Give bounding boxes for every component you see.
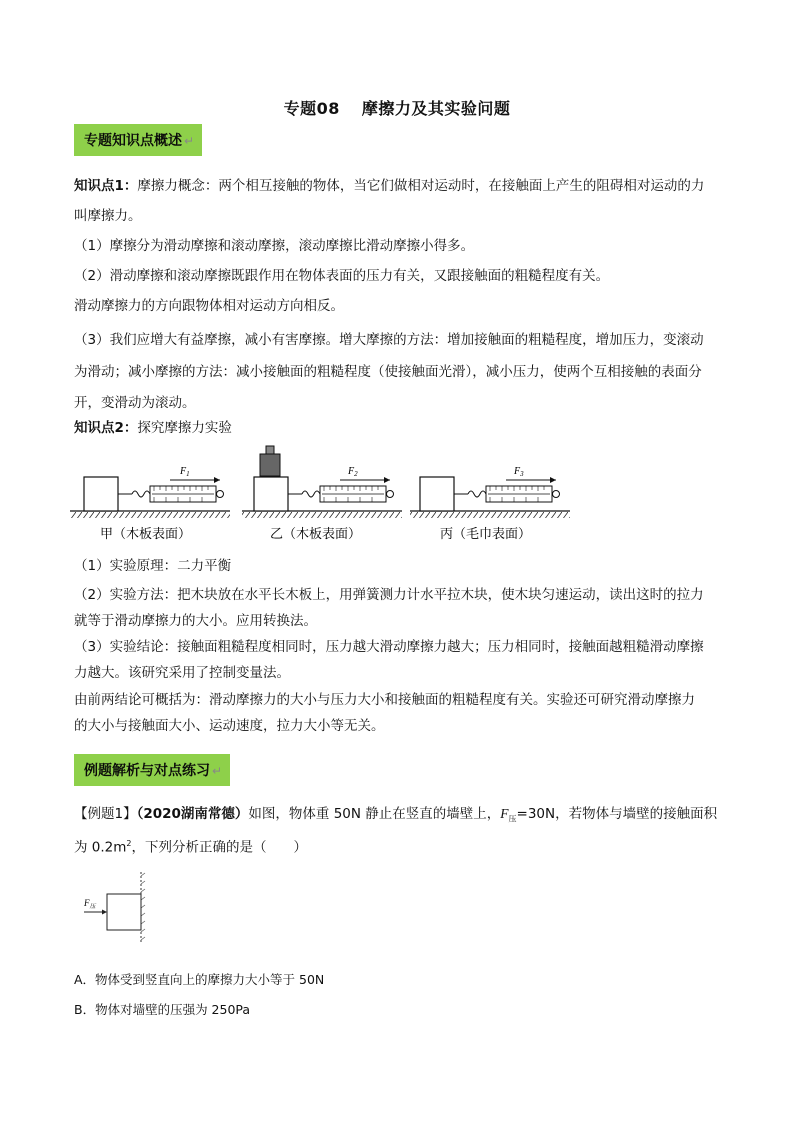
kp2-item3b: 力越大。该研究采用了控制变量法。 [74,665,290,681]
kp2-item1: （1）实验原理：二力平衡 [74,558,232,574]
wood-block [254,477,288,511]
caption-jia: 甲（木板表面） [100,527,192,542]
example-question-text: ，下列分析正确的是（ ） [131,839,308,856]
setup-jia [70,466,230,542]
section-header-examples [74,754,230,786]
wood-block [84,477,118,511]
caption-bing: 丙（毛巾表面） [440,527,532,542]
force-label-f3: $F_3$ [514,466,524,478]
kp1-line1 [74,176,724,196]
kp2-conclusion-a: 由前两结论可概括为：滑动摩擦力的大小与压力大小和接触面的粗糙程度有关。实验还可研究滑动摩擦力 [74,692,695,708]
example-prefix: 【例题1】 [74,806,137,822]
kp1-text: 摩擦力概念：两个相互接触的物体，当它们做相对运动时，在接触面上产生的阻碍相对运动的力 [137,178,705,194]
caption-yi: 乙（木板表面） [270,527,362,542]
kp2-text: 探究摩擦力实验 [137,420,232,436]
force-symbol: F [500,806,509,821]
kp2-label: 知识点2： [74,420,138,436]
kp1-item2: （2）滑动摩擦和滚动摩擦既跟作用在物体表面的压力有关，又跟接触面的粗糙程度有关。 [74,268,610,284]
page-title [0,96,794,119]
option-a: A．物体受到竖直向上的摩擦力大小等于 50N [74,972,325,987]
kp1-item3b: 为滑动；减小摩擦的方法：减小接触面的粗糙程度（使接触面光滑），减小压力，使两个互相接触的表面分 [74,364,702,380]
arrow-icon [102,910,107,915]
kp2-item3a: （3）实验结论：接触面粗糙程度相同时，压力越大滑动摩擦力越大；压力相同时，接触面越粗糙滑动摩擦 [74,639,704,655]
example-source: （2020湖南常德） [136,806,249,822]
kp1-line2: 叫摩擦力。 [74,208,142,224]
setup-bing [410,466,570,542]
kp1-item1: （1）摩擦分为滑动摩擦和滚动摩擦，滚动摩擦比滑动摩擦小得多。 [74,238,475,254]
option-b: B．物体对墙壁的压强为 250Pa [74,1002,251,1017]
force-label-f1: $F_1$ [180,466,190,478]
paragraph-mark: ↵ [184,134,195,148]
section-header-label: 例题解析与对点练习 [84,763,210,779]
section-header-overview [74,124,202,156]
section-header-label: 专题知识点概述 [84,133,182,149]
example-area-text: 为 0.2m [74,839,127,856]
example1-line2 [74,834,724,858]
title-topic-number: 专题08 [283,99,340,118]
example1-line1 [74,804,724,830]
kp1-item2b: 滑动摩擦力的方向跟物体相对运动方向相反。 [74,298,344,314]
paragraph-mark: ↵ [212,764,223,778]
wall-block-figure [82,870,154,946]
setup-yi [242,446,402,542]
force-label-f2: $F_2$ [348,466,358,478]
kp1-label: 知识点1： [74,178,138,194]
kp2-conclusion-b: 的大小与接触面大小、运动速度，拉力大小等无关。 [74,718,385,734]
area-exponent: 2 [126,839,132,848]
kp1-item3a: （3）我们应增大有益摩擦，减小有害摩擦。增大摩擦的方法：增加接触面的粗糙程度，增加压力，变滚动 [74,332,704,348]
kp2-line1 [74,418,724,438]
block [107,894,141,930]
example-text-cont: =30N，若物体与墙壁的接触面积 [516,806,718,822]
title-topic-name: 摩擦力及其实验问题 [361,99,511,118]
kp2-item2b: 就等于滑动摩擦力的大小。应用转换法。 [74,613,317,629]
friction-experiment-figure [70,440,580,550]
force-subscript: 压 [508,814,517,824]
kp2-item2a: （2）实验方法：把木块放在水平长木板上，用弹簧测力计水平拉木块，使木块匀速运动，读出这时的拉力 [74,587,704,603]
figure-force-label: $F_压$ [84,898,96,910]
wood-block [420,477,454,511]
example-text: 如图，物体重 50N 静止在竖直的墙壁上， [248,806,501,822]
kp1-item3c: 开，变滑动为滚动。 [74,395,196,411]
weight [260,454,280,476]
